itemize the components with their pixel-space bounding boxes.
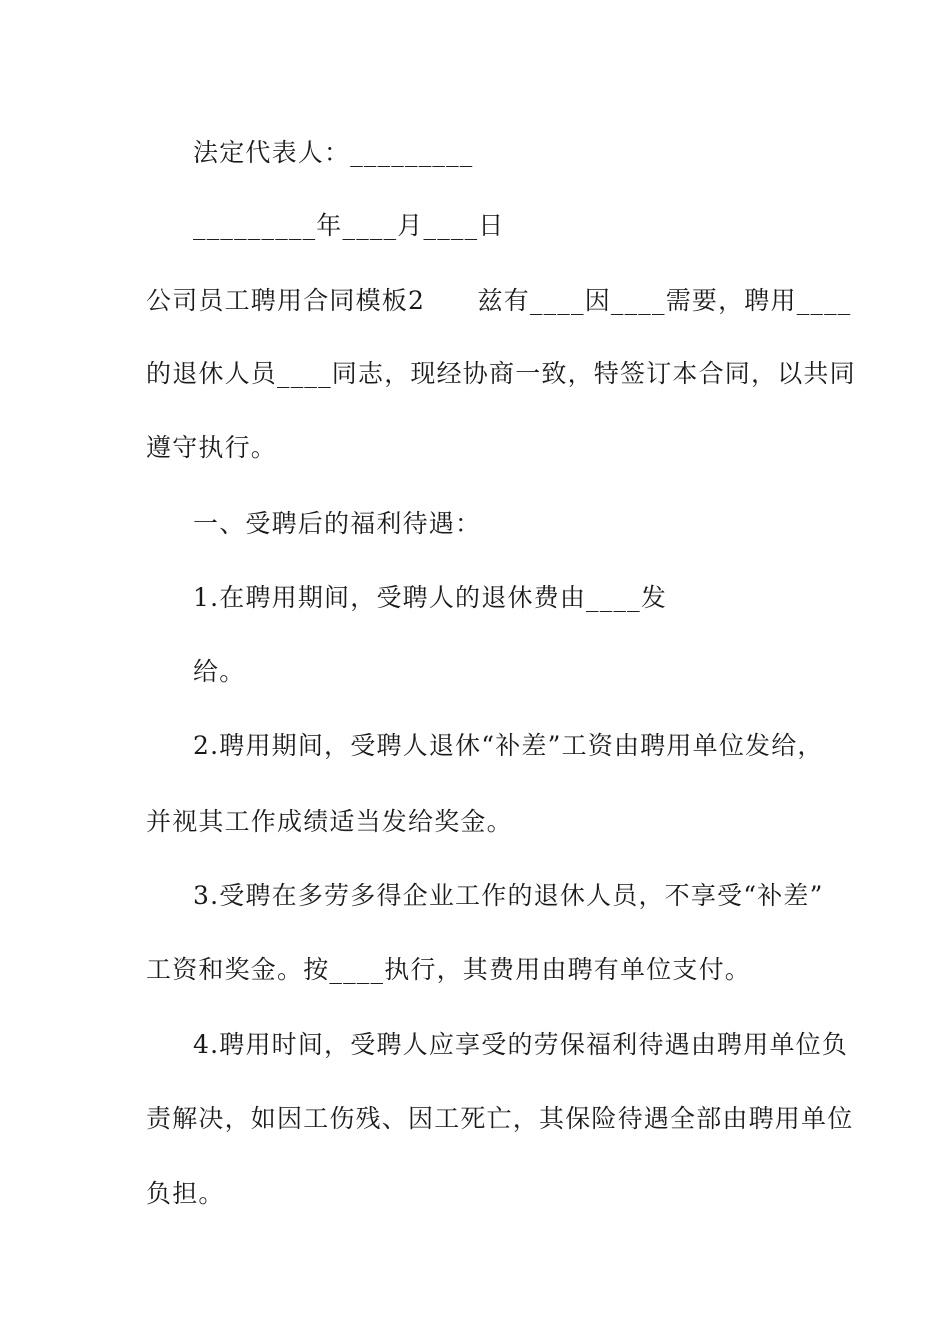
clause-4-line: 责解决，如因工伤残、因工死亡，其保险待遇全部由聘用单位 (146, 1104, 854, 1133)
clause-1-line: 给。 (193, 657, 246, 686)
contract-title-line: 公司员工聘用合同模板2 兹有____因____需要，聘用____ (146, 286, 852, 315)
body-text-line: 遵守执行。 (146, 433, 278, 462)
clause-1-line: 1.在聘用期间，受聘人的退休费由____发 (193, 583, 668, 612)
clause-2-line: 并视其工作成绩适当发给奖金。 (146, 807, 513, 836)
clause-3-line: 工资和奖金。按____执行，其费用由聘有单位支付。 (146, 955, 752, 984)
legal-representative-line: 法定代表人：_________ (193, 138, 474, 167)
clause-3-line: 3.受聘在多劳多得企业工作的退休人员，不享受“补差” (193, 881, 824, 910)
section-heading: 一、受聘后的福利待遇： (193, 509, 482, 538)
clause-4-line: 负担。 (146, 1179, 225, 1208)
clause-2-line: 2.聘用期间，受聘人退休“补差”工资由聘用单位发给， (193, 731, 824, 760)
clause-4-line: 4.聘用时间，受聘人应享受的劳保福利待遇由聘用单位负 (193, 1030, 849, 1059)
body-text-line: 的退休人员____同志，现经协商一致，特签订本合同，以共同 (146, 359, 856, 388)
date-line: _________年____月____日 (193, 211, 505, 240)
